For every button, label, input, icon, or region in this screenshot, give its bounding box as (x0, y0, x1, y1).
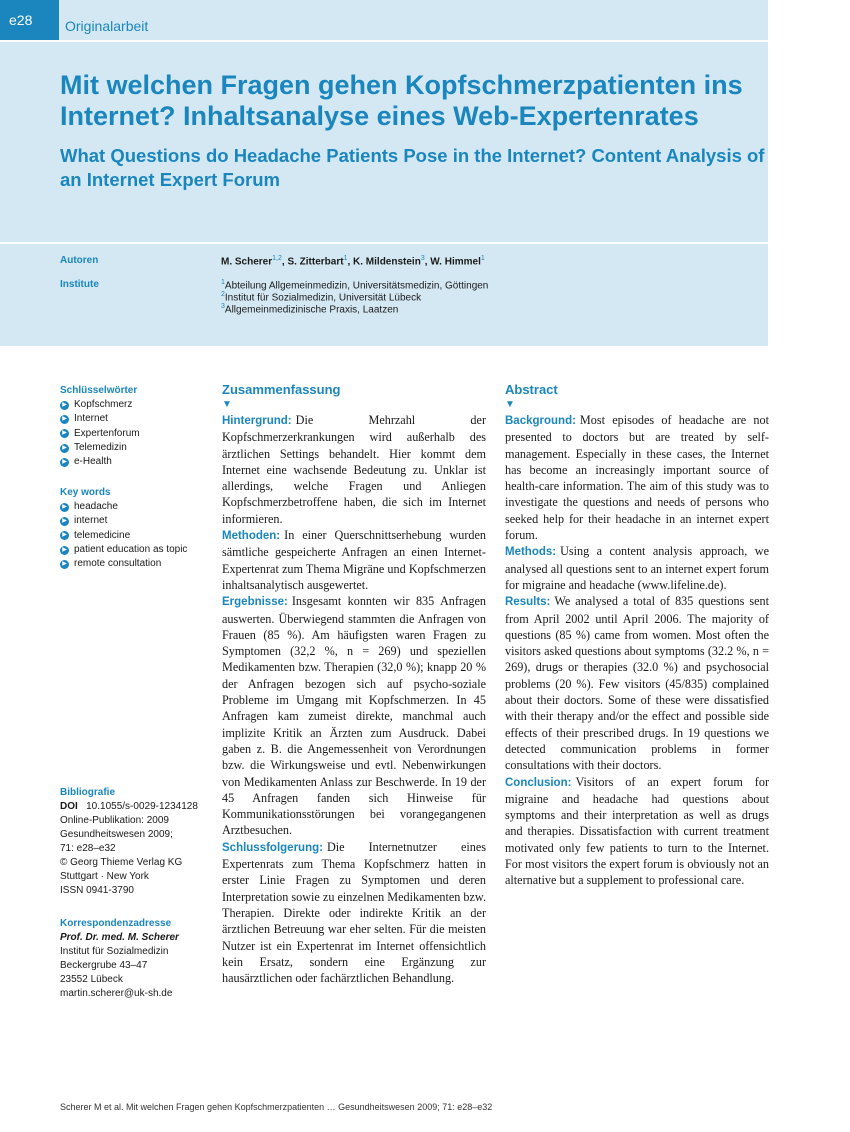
correspondence-lines (60, 945, 210, 1001)
bullet-arrow-icon: ▶ (60, 429, 69, 438)
author-affiliation: 3 (420, 255, 425, 262)
keyword-list-german (60, 398, 210, 469)
keyword-text: remote consultation (74, 558, 162, 570)
section-label: Originalarbeit (65, 18, 149, 34)
abstract-section-label: Schlussfolgerung: (222, 841, 323, 854)
info-line: Online-Publikation: 2009 (60, 815, 169, 826)
abstract-section-label: Results: (505, 596, 551, 609)
bullet-arrow-icon: ▶ (60, 503, 69, 512)
abstract-section-text: Insgesamt konnten wir 835 Anfragen auswerten. Überwiegend stammten die Anfragen von Frauen (85 %). Am häufigsten waren Fragen zu Symptomen (32,2 %, n = 269) und speziellen Medikamenten bzw. Therapien (32,0 %); knapp 20 % der Anfragen bezogen sich auf psycho-soziale Probleme im Umgang mit Kopfschmerzen. In 45 Anfragen kam zumeist direkte, manchmal auch implizite Kritik an Ärzten zum Ausdruck. Dabei gaben z. B. die Angemessenheit von Verordnungen bzw. die Wirkungsweise und evtl. Nebenwirkungen von Medikamenten Anlass zur Beschwerde. In 19 der 45 Anfragen fanden sich Hinweise für Kommunikationsstörungen bei vorangegangenen Arztbesuchen. (222, 594, 486, 838)
bullet-arrow-icon: ▶ (60, 517, 69, 526)
info-line: ISSN 0941-3790 (60, 885, 134, 896)
institute-item (221, 291, 421, 303)
abstract-section-text: Visitors of an expert forum for migraine and headache had questions about symptoms and their interpretation as well as drugs and therapies. Dissatisfaction with current treatment motivated only few patients to turn to the Internet. For most visitors the expert forum is obviously not an alternative but a supplement to professional care. (505, 774, 769, 888)
keywords-english (60, 486, 210, 571)
abstract-section-text: Die Mehrzahl der Kopfschmerzerkrankungen wird außerhalb des ärztlichen Settings behandelt. Hier kommt dem Internet eine wachsende Bedeutung zu. Unklar ist allerdings, welche Fragen und Anliegen Kopfschmerzbetroffene haben, die sich im Internet informieren. (222, 413, 486, 526)
info-line: Institut für Sozialmedizin (60, 946, 169, 957)
abstract-section-label: Hintergrund: (222, 415, 292, 427)
abstract-paragraph (222, 527, 486, 593)
info-line: 23552 Lübeck (60, 974, 123, 985)
abstract-paragraph (222, 839, 486, 987)
bibliography-heading: Bibliografie (60, 787, 116, 798)
keyword-list-english (60, 500, 210, 571)
doi-value[interactable]: 10.1055/s-0029-1234128 (86, 801, 198, 812)
abstract-english (505, 381, 769, 889)
author-separator: , (281, 256, 288, 268)
keyword-item (60, 514, 210, 528)
abstract-paragraph (222, 412, 486, 527)
abstract-english-body (505, 412, 769, 889)
institute-name: Institut für Sozialmedizin, Universität Lübeck (224, 292, 422, 304)
keyword-text: Internet (74, 413, 108, 425)
keyword-text: telemedicine (74, 529, 131, 541)
institutes-label: Institute (60, 279, 99, 290)
keyword-item (60, 455, 210, 469)
institute-item (221, 279, 488, 291)
bibliography-lines (60, 814, 210, 898)
keyword-text: headache (74, 501, 118, 513)
abstract-paragraph (505, 412, 769, 543)
bullet-arrow-icon: ▶ (60, 415, 69, 424)
abstract-german (222, 381, 486, 986)
author-name: M. Scherer (221, 256, 273, 268)
abstract-paragraph (222, 593, 486, 838)
keyword-text: internet (74, 515, 108, 527)
authors-label: Autoren (60, 255, 99, 266)
author-affiliation: 1,2 (272, 255, 282, 262)
correspondence-heading: Korrespondenzadresse (60, 918, 172, 929)
page-number: e28 (0, 0, 59, 40)
institute-item (221, 303, 398, 315)
author-separator: , (424, 256, 431, 268)
bullet-arrow-icon: ▶ (60, 531, 69, 540)
info-line: © Georg Thieme Verlag KG (60, 857, 183, 868)
title-english: What Questions do Headache Patients Pose in the Internet? Content Analysis of an Internet Expert Forum (60, 145, 765, 190)
keyword-item (60, 441, 210, 455)
keyword-text: Expertenforum (74, 427, 140, 439)
institute-number: 3 (221, 303, 225, 310)
institute-number: 1 (221, 279, 225, 286)
arrow-down-icon: ▼ (505, 399, 515, 410)
author-name: W. Himmel (430, 256, 481, 268)
info-line: martin.scherer@uk-sh.de (60, 988, 173, 999)
abstract-german-body (222, 412, 486, 986)
bullet-arrow-icon: ▶ (60, 458, 69, 467)
abstract-section-label: Conclusion: (505, 776, 572, 789)
keywords-german (60, 384, 210, 469)
abstract-section-label: Ergebnisse: (222, 596, 288, 609)
keyword-item (60, 398, 210, 412)
correspondence-name: Prof. Dr. med. M. Scherer (60, 932, 179, 943)
bullet-arrow-icon: ▶ (60, 546, 69, 555)
abstract-section-text: Die Internetnutzer eines Expertenrats zum Thema Kopfschmerz hatten in erster Linie Fragen zu Symptomen und deren Interpretation sowie zu einzelnen Medikamenten bzw. Therapien. Direkte oder indirekte Kritik an der ärztlichen Betreuung war eher selten. Für die meisten Nutzer ist ein Expertenrat im Internet offensichtlich kein Ersatz, sondern eine Ergänzung zur hausärztlichen oder fachärztlichen Behandlung. (222, 839, 486, 986)
abstract-section-label: Background: (505, 415, 576, 427)
bibliography (60, 786, 210, 898)
keyword-text: Telemedizin (74, 442, 127, 454)
keyword-item (60, 557, 210, 571)
abstract-section-label: Methods: (505, 546, 557, 559)
institute-name: Allgemeinmedizinische Praxis, Laatzen (224, 304, 399, 316)
abstract-paragraph (505, 543, 769, 593)
keyword-text: e-Health (74, 456, 112, 468)
keyword-text: Kopfschmerz (74, 399, 133, 411)
bullet-arrow-icon: ▶ (60, 444, 69, 453)
doi-line (60, 800, 210, 814)
abstract-section-text: In einer Querschnittserhebung wurden sämtliche gespeicherte Anfragen an einen Internet-Expertenrat zum Thema Migräne und Kopfschmerzen inhaltsanalytisch ausgewertet. (222, 528, 486, 592)
info-line: Gesundheitswesen 2009; (60, 829, 173, 840)
divider (0, 242, 768, 244)
author-name: K. Mildenstein (353, 256, 421, 268)
keywords-english-heading: Key words (60, 487, 111, 498)
abstract-paragraph (505, 774, 769, 889)
keyword-item (60, 500, 210, 514)
doi-label: DOI (60, 801, 78, 812)
abstract-english-heading: Abstract (505, 382, 558, 397)
abstract-section-text: Using a content analysis approach, we analysed all questions sent to an internet expert forum for migraine and headache (www.lifeline.de). (505, 544, 769, 592)
title-german: Mit welchen Fragen gehen Kopfschmerzpatienten ins Internet? Inhaltsanalyse eines Web-Expertenrates (60, 70, 743, 131)
keyword-item (60, 543, 210, 557)
page-footer: Scherer M et al. Mit welchen Fragen gehen Kopfschmerzpatienten … Gesundheitswesen 2009; 71: e28–e32 (60, 1102, 493, 1112)
info-line: Beckergrube 43–47 (60, 960, 148, 971)
correspondence (60, 917, 210, 1001)
author-affiliation: 1 (480, 255, 485, 262)
keyword-item (60, 427, 210, 441)
bullet-arrow-icon: ▶ (60, 401, 69, 410)
keyword-text: patient education as topic (74, 544, 188, 556)
author-affiliation: 1 (343, 255, 348, 262)
bullet-arrow-icon: ▶ (60, 560, 69, 569)
abstract-section-label: Methoden: (222, 530, 281, 543)
institute-name: Abteilung Allgemeinmedizin, Universitätsmedizin, Göttingen (224, 280, 489, 292)
info-line: 71: e28–e32 (60, 843, 116, 854)
institute-number: 2 (221, 291, 225, 298)
divider (0, 40, 768, 42)
abstract-section-text: We analysed a total of 835 questions sent from April 2002 until April 2006. The majority of questions (85 %) came from women. Most often the visitors asked questions about symptoms (32.2 %, n = 269), drugs or therapies (32.0 %) and psychosocial problems (20 %). Few visitors (45/835) complained about their doctors. Some of these were dissatisfied with their therapy and/or the effect and possible side effects of their prescribed drugs. In 19 questions we detected communication problems in former consultations with their doctors. (505, 594, 769, 773)
abstract-paragraph (505, 593, 769, 773)
abstract-german-heading: Zusammenfassung (222, 382, 341, 397)
keyword-item (60, 529, 210, 543)
keywords-german-heading: Schlüsselwörter (60, 385, 138, 396)
keyword-item (60, 412, 210, 426)
info-line: Stuttgart · New York (60, 871, 149, 882)
author-name: S. Zitterbart (287, 256, 344, 268)
author-list (221, 255, 485, 267)
author-separator: , (347, 256, 354, 268)
abstract-section-text: Most episodes of headache are not presented to doctors but are treated by self-management. Especially in these cases, the Internet has become an increasingly important source of health-care information. The aim of this study was to investigate the questions and needs of persons who seeked help for their headache in an internet expert forum. (505, 413, 769, 543)
arrow-down-icon: ▼ (222, 399, 232, 410)
